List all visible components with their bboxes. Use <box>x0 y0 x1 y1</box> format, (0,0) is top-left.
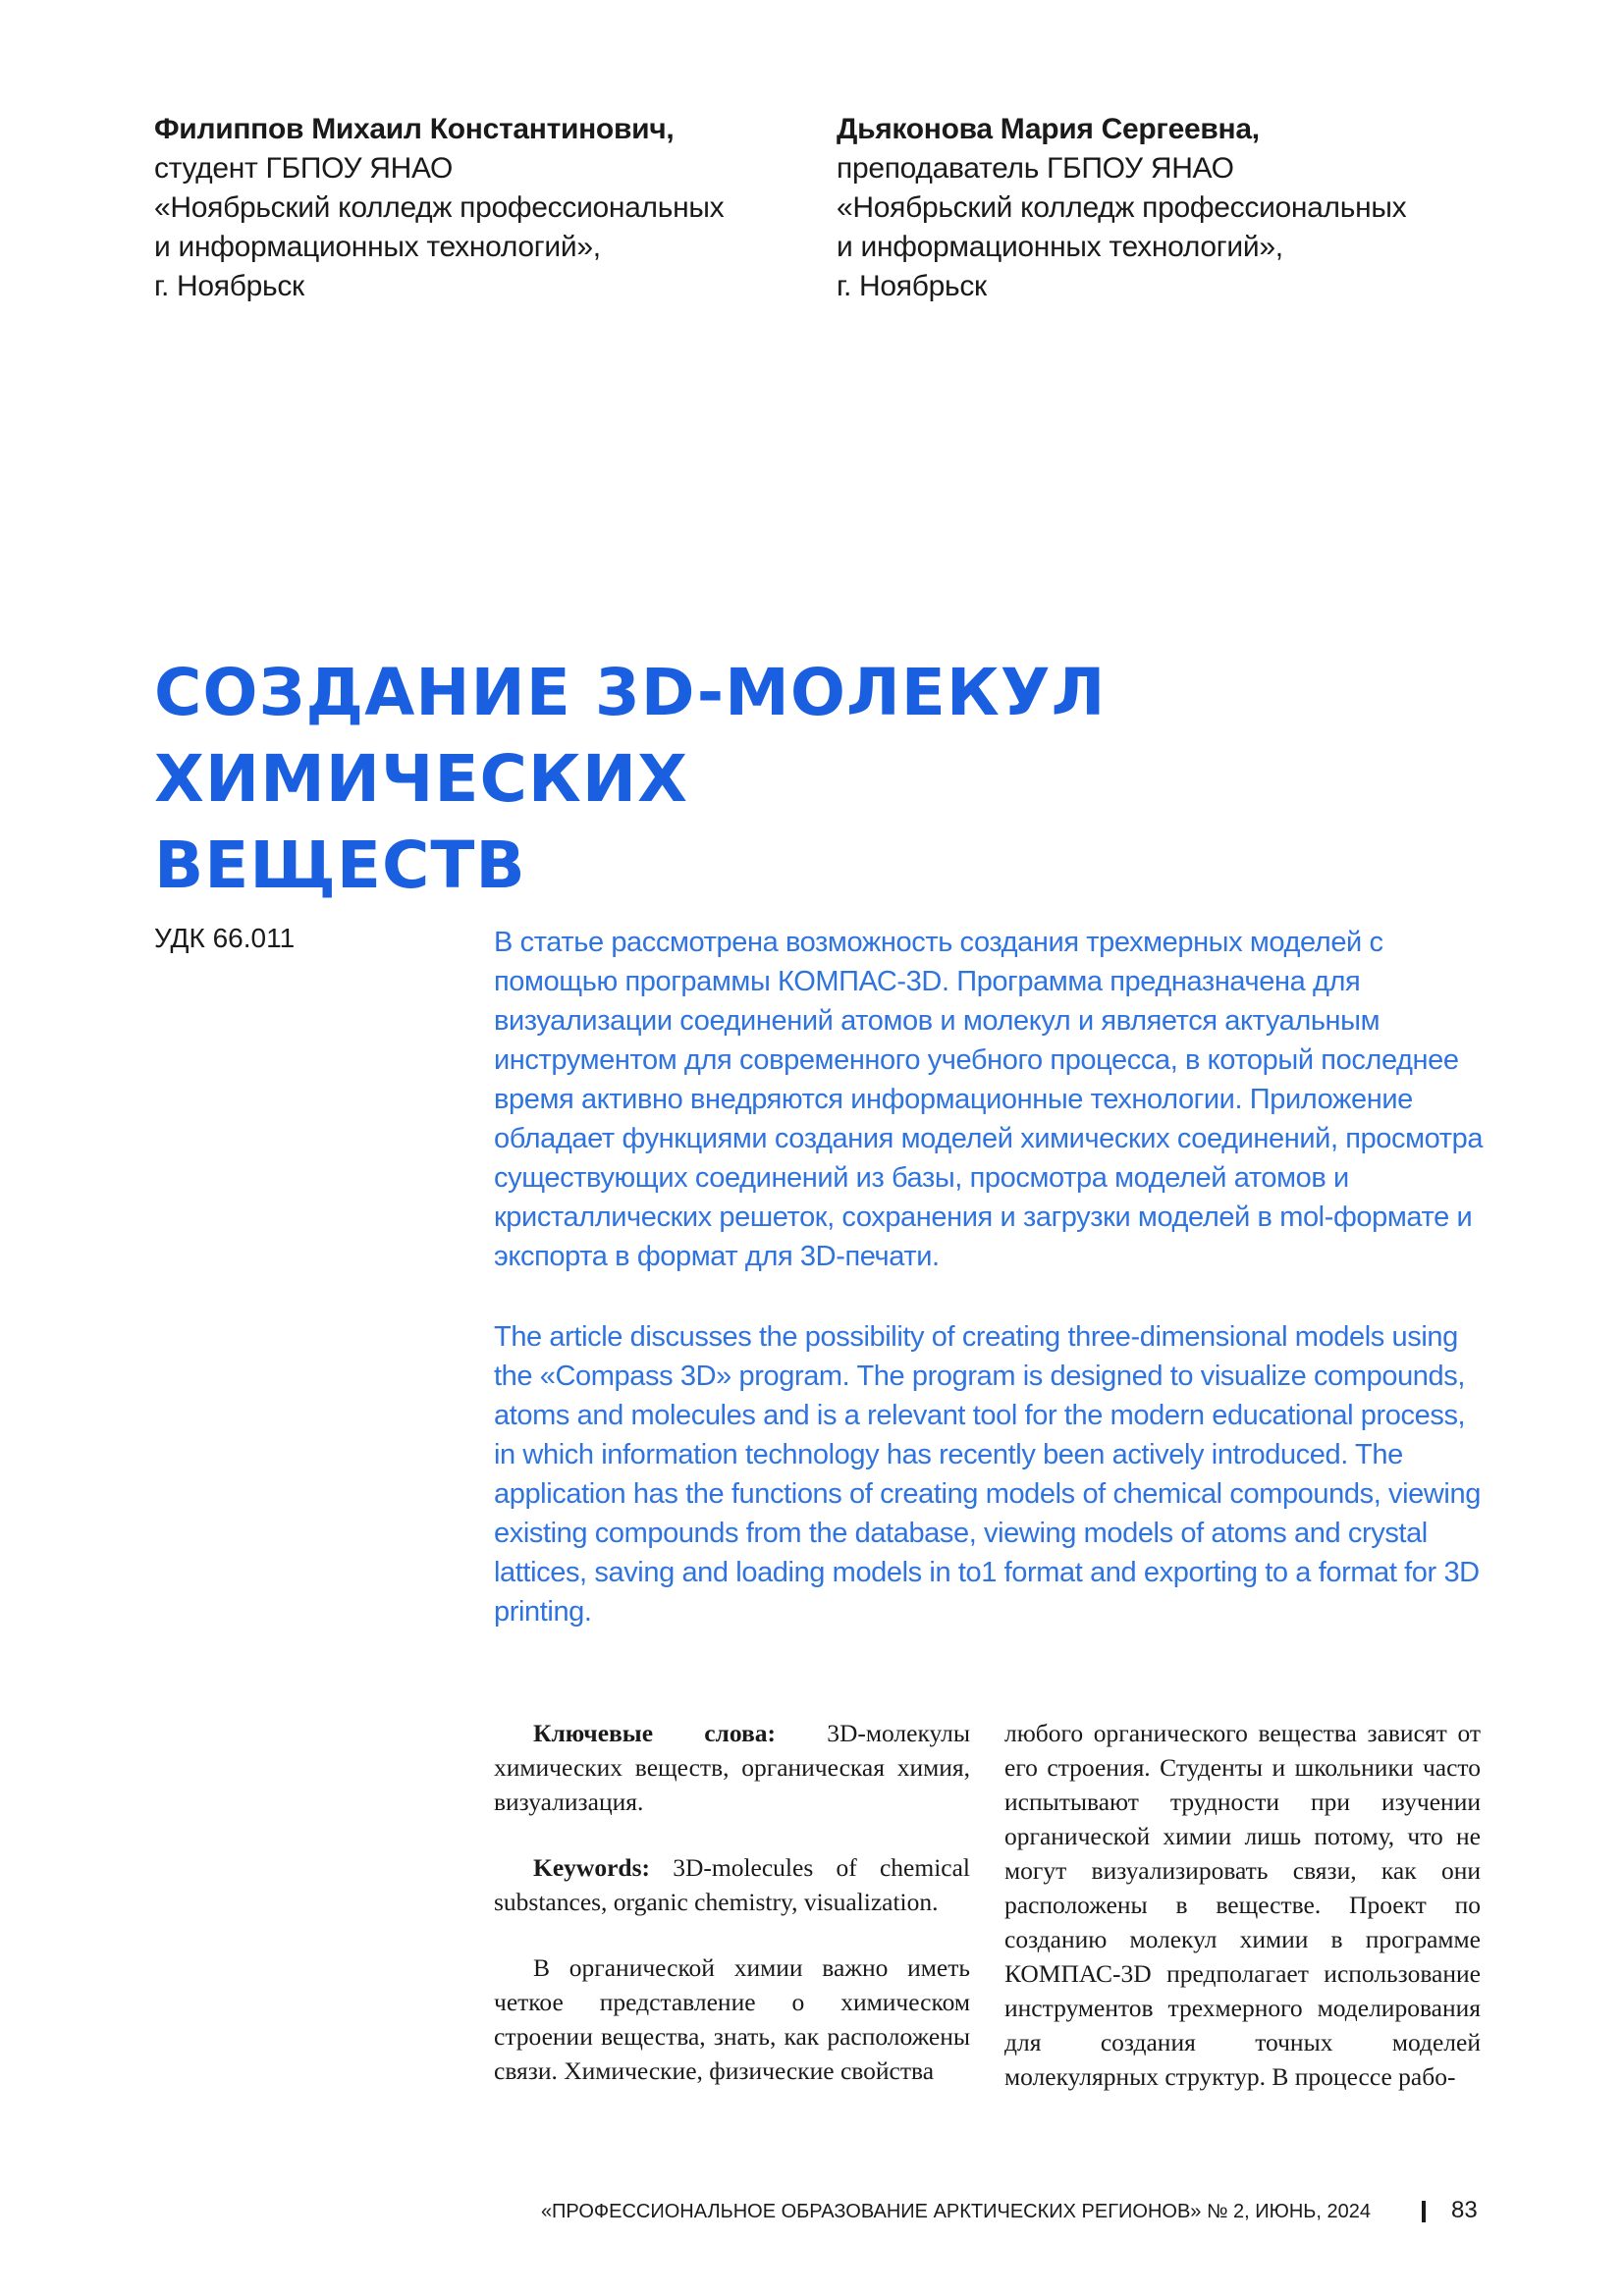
footer-divider <box>1422 2201 1426 2222</box>
author-organization: «Ноябрьский колледж профессиональных <box>154 191 725 224</box>
page-number: 83 <box>1451 2197 1478 2223</box>
author-city: г. Ноябрьск <box>154 270 304 302</box>
udk-code: УДК 66.011 <box>154 923 296 953</box>
author-block-2 <box>837 110 1406 306</box>
body-paragraph: В органической химии важно иметь четкое представление о химическом строении вещества, знать, как расположены связи. Химические, физические свойства <box>494 1953 970 2085</box>
author-block-1 <box>154 110 724 306</box>
author-organization: и информационных технологий», <box>837 231 1283 263</box>
author-organization: «Ноябрьский колледж профессиональных <box>837 191 1407 224</box>
body-paragraph: любого органического вещества зависят от его строения. Студенты и школьники часто испытывают трудности при изучении органической химии лишь потому, что не могут визуализировать связи, как они расположены в веществе. Проект по созданию молекул химии в программе КОМПАС-3D предполагает использование инструментов трехмерного моделирования для создания точных моделей молекулярных структур. В процессе рабо- <box>1004 1719 1481 2091</box>
journal-name: «ПРОФЕССИОНАЛЬНОЕ ОБРАЗОВАНИЕ АРКТИЧЕСКИХ РЕГИОНОВ» № 2, ИЮНЬ, 2024 <box>540 2201 1371 2222</box>
keywords-en-label: Keywords: <box>533 1853 650 1882</box>
author-position: преподаватель ГБПОУ ЯНАО <box>837 152 1234 185</box>
author-position: студент ГБПОУ ЯНАО <box>154 152 454 185</box>
body-column-left <box>494 1716 970 2119</box>
abstract-english: The article discusses the possibility of creating three-dimensional models using the «Compass 3D» program. The program is designed to visualize compounds, atoms and molecules and is a relevant tool for the modern educational process, in which information technology has recently been actively introduced. The application has the functions of creating models of chemical compounds, viewing existing compounds from the database, viewing models of atoms and crystal lattices, saving and loading models in to1 format and exporting to a format for 3D printing. <box>494 1321 1481 1628</box>
body-column-right <box>1004 1716 1481 2125</box>
keywords-en <box>494 1850 970 1919</box>
author-name: Дьяконова Мария Сергеевна, <box>837 113 1260 145</box>
author-name: Филиппов Михаил Константинович, <box>154 113 675 145</box>
keywords-ru <box>494 1716 970 1819</box>
title-line: ВЕЩЕСТВ <box>154 828 526 903</box>
abstract-russian: В статье рассмотрена возможность создания трехмерных моделей с помощью программы КОМПАС-3D. Программа предназначена для визуализации соединений атомов и молекул и является актуальным инструментом для современного учебного процесса, в который последнее время активно внедряются информационные технологии. Приложение обладает функциями создания моделей химических соединений, просмотра существующих соединений из базы, просмотра моделей атомов и кристаллических решеток, сохранения и загрузки моделей в mol-формате и экспорта в формат для 3D-печати. <box>494 927 1484 1272</box>
article-title <box>154 650 1431 909</box>
keywords-en-text: 3D-molecules of chemical substances, organic chemistry, visualization. <box>494 1853 970 1916</box>
author-organization: и информационных технологий», <box>154 231 601 263</box>
page-footer <box>0 2197 1624 2226</box>
keywords-ru-text: 3D-молекулы химических веществ, органическая химия, визуализация. <box>494 1719 970 1816</box>
title-line: СОЗДАНИЕ 3D-МОЛЕКУЛ ХИМИЧЕСКИХ <box>154 655 1107 817</box>
author-city: г. Ноябрьск <box>837 270 987 302</box>
keywords-ru-label: Ключевые слова: <box>533 1719 776 1747</box>
